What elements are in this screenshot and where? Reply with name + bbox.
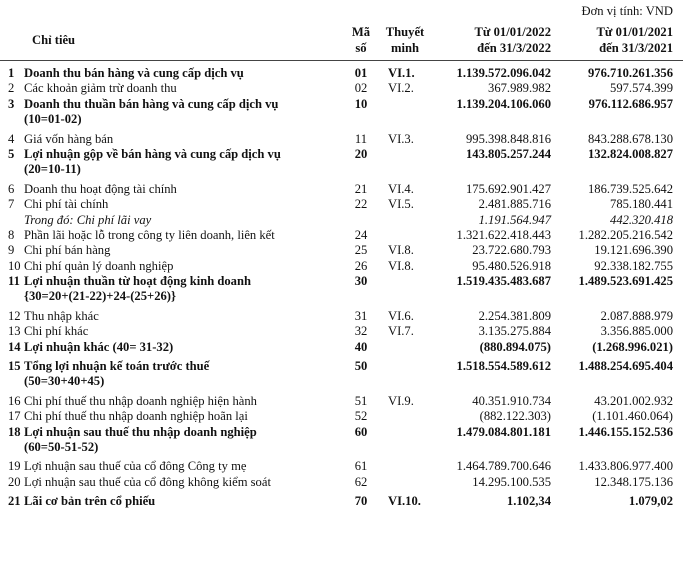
row-label: Chi phí tài chính xyxy=(24,197,109,212)
table-row xyxy=(0,132,683,147)
row-previous-value: 1.433.806.977.400 xyxy=(578,459,673,474)
table-row xyxy=(0,182,683,197)
row-number: 10 xyxy=(8,258,21,273)
row-previous-value: 1.489.523.691.425 xyxy=(578,274,673,289)
table-row xyxy=(0,81,683,96)
row-current-value: 175.692.901.427 xyxy=(465,181,551,196)
row-code: 22 xyxy=(354,197,368,212)
row-number: 9 xyxy=(8,243,15,258)
header-code-line1: Mã xyxy=(351,25,371,39)
header-previous-line1: Từ 01/01/2021 xyxy=(596,25,673,39)
row-current-value: 143.805.257.244 xyxy=(465,146,551,161)
row-label: Chi phí khác xyxy=(24,324,89,339)
row-note: VI.3. xyxy=(388,131,414,146)
row-number: 11 xyxy=(8,274,20,289)
row-code: 61 xyxy=(354,459,368,474)
table-row xyxy=(0,289,683,304)
row-current-value: 1.518.554.589.612 xyxy=(456,359,551,374)
row-current-value: 1.479.084.801.181 xyxy=(456,424,551,439)
row-number: 7 xyxy=(8,197,15,212)
row-current-value: 14.295.100.535 xyxy=(472,474,551,489)
row-previous-value: 1.079,02 xyxy=(628,494,673,509)
row-label: Lãi cơ bản trên cổ phiếu xyxy=(24,494,156,509)
table-row xyxy=(0,97,683,112)
row-code: 60 xyxy=(354,424,368,439)
row-current-value: 995.398.848.816 xyxy=(465,131,551,146)
row-code: 20 xyxy=(354,146,368,161)
row-previous-value: (1.101.460.064) xyxy=(592,409,673,424)
row-current-value: 2.481.885.716 xyxy=(478,197,551,212)
row-number: 6 xyxy=(8,181,15,196)
table-row xyxy=(0,309,683,324)
row-previous-value: 43.201.002.932 xyxy=(594,393,673,408)
row-number: 14 xyxy=(8,339,21,354)
row-number: 13 xyxy=(8,324,21,339)
row-label: Lợi nhuận gộp về bán hàng và cung cấp dịch vụ xyxy=(24,146,281,161)
row-code: 40 xyxy=(354,339,368,354)
row-note: VI.7. xyxy=(388,324,414,339)
row-label: (20=10-11) xyxy=(24,162,81,177)
table-row xyxy=(0,475,683,490)
row-number: 1 xyxy=(8,66,15,80)
row-previous-value: 1.446.155.152.536 xyxy=(578,424,673,439)
row-previous-value: 976.112.686.957 xyxy=(588,96,673,111)
table-row xyxy=(0,409,683,424)
header-previous-line2: đến 31/3/2021 xyxy=(599,41,673,55)
row-number: 12 xyxy=(8,308,21,323)
row-current-value: (880.894.075) xyxy=(479,339,551,354)
header-note-line1: Thuyết xyxy=(385,25,425,39)
row-code: 50 xyxy=(354,359,368,374)
row-current-value: (882.122.303) xyxy=(479,409,551,424)
row-code: 26 xyxy=(354,258,368,273)
table-row xyxy=(0,494,683,509)
table-row xyxy=(0,243,683,258)
row-previous-value: 1.282.205.216.542 xyxy=(578,227,673,242)
row-code: 31 xyxy=(354,308,368,323)
header-previous-period xyxy=(597,24,673,56)
row-code: 62 xyxy=(354,474,368,489)
table-row xyxy=(0,147,683,162)
table-row xyxy=(0,394,683,409)
row-previous-value: 785.180.441 xyxy=(610,197,673,212)
row-previous-value: 92.338.182.755 xyxy=(594,258,673,273)
header-current-line1: Từ 01/01/2022 xyxy=(474,25,551,39)
table-row xyxy=(0,324,683,339)
row-label: Doanh thu thuần bán hàng và cung cấp dịch vụ xyxy=(24,96,279,111)
header-note xyxy=(379,24,431,56)
row-code: 25 xyxy=(354,243,368,258)
row-previous-value: 3.356.885.000 xyxy=(600,324,673,339)
table-row xyxy=(0,197,683,212)
table-row xyxy=(0,425,683,440)
table-row xyxy=(0,259,683,274)
row-note: VI.2. xyxy=(388,81,414,96)
table-row xyxy=(0,228,683,243)
unit-label: Đơn vị tính: VND xyxy=(581,4,673,18)
row-label: Chi phí thuế thu nhập doanh nghiệp hiện hành xyxy=(24,393,257,408)
row-current-value: 1.191.564.947 xyxy=(478,212,551,227)
table-row xyxy=(0,340,683,355)
row-previous-value: 976.710.261.356 xyxy=(587,66,673,80)
row-note: VI.1. xyxy=(388,66,415,80)
row-label: Lợi nhuận sau thuế của cổ đông Công ty mẹ xyxy=(24,459,247,474)
row-current-value: 40.351.910.734 xyxy=(472,393,551,408)
table-row xyxy=(0,440,683,455)
row-number: 8 xyxy=(8,227,15,242)
income-statement-rows xyxy=(0,62,683,510)
row-note: VI.9. xyxy=(388,393,414,408)
table-row xyxy=(0,459,683,474)
row-previous-value: 186.739.525.642 xyxy=(587,181,673,196)
row-number: 18 xyxy=(8,424,21,439)
table-row xyxy=(0,274,683,289)
row-label: {30=20+(21-22)+24-(25+26)} xyxy=(24,289,176,304)
row-number: 2 xyxy=(8,81,15,96)
header-code-line2: số xyxy=(355,41,367,55)
row-current-value: 1.139.572.096.042 xyxy=(456,66,551,80)
row-number: 16 xyxy=(8,393,21,408)
row-label: Lợi nhuận sau thuế thu nhập doanh nghiệp xyxy=(24,424,257,439)
row-note: VI.6. xyxy=(388,308,414,323)
row-number: 5 xyxy=(8,146,15,161)
row-previous-value: 442.320.418 xyxy=(610,212,673,227)
table-row xyxy=(0,66,683,81)
row-previous-value: 843.288.678.130 xyxy=(587,131,673,146)
table-row xyxy=(0,359,683,374)
row-label: Chi phí bán hàng xyxy=(24,243,111,258)
row-label: Trong đó: Chi phí lãi vay xyxy=(24,212,152,227)
row-current-value: 23.722.680.793 xyxy=(472,243,551,258)
row-previous-value: 2.087.888.979 xyxy=(600,308,673,323)
row-note: VI.8. xyxy=(388,243,414,258)
header-current-period xyxy=(475,24,551,56)
row-note: VI.5. xyxy=(388,197,414,212)
table-header xyxy=(0,20,683,60)
row-previous-value: 12.348.175.136 xyxy=(594,474,673,489)
row-code: 10 xyxy=(354,96,368,111)
row-number: 17 xyxy=(8,409,21,424)
row-code: 70 xyxy=(354,494,368,509)
header-code xyxy=(346,24,376,56)
row-label: (60=50-51-52) xyxy=(24,439,99,454)
row-number: 19 xyxy=(8,459,21,474)
row-label: (50=30+40+45) xyxy=(24,374,105,389)
row-label: Tổng lợi nhuận kế toán trước thuế xyxy=(24,359,210,374)
row-number: 20 xyxy=(8,474,21,489)
row-code: 32 xyxy=(354,324,368,339)
row-label: Thu nhập khác xyxy=(24,308,99,323)
row-number: 21 xyxy=(8,494,21,509)
row-label: Doanh thu hoạt động tài chính xyxy=(24,181,177,196)
row-label: Lợi nhuận thuần từ hoạt động kinh doanh xyxy=(24,274,251,289)
row-code: 24 xyxy=(354,227,368,242)
row-label: Giá vốn hàng bán xyxy=(24,131,114,146)
row-code: 51 xyxy=(354,393,368,408)
table-row xyxy=(0,162,683,177)
row-label: Doanh thu bán hàng và cung cấp dịch vụ xyxy=(24,66,244,80)
row-label: Chi phí thuế thu nhập doanh nghiệp hoãn lại xyxy=(24,409,248,424)
row-code: 21 xyxy=(354,181,368,196)
row-code: 11 xyxy=(354,131,368,146)
row-label: Phần lãi hoặc lỗ trong công ty liên doanh, liên kết xyxy=(24,227,275,242)
row-number: 3 xyxy=(8,96,15,111)
row-code: 02 xyxy=(354,81,368,96)
row-code: 01 xyxy=(354,66,368,80)
row-current-value: 1.102,34 xyxy=(506,494,551,509)
table-row xyxy=(0,374,683,389)
row-number: 4 xyxy=(8,131,15,146)
row-current-value: 1.139.204.106.060 xyxy=(456,96,551,111)
row-note: VI.8. xyxy=(388,258,414,273)
row-current-value: 2.254.381.809 xyxy=(478,308,551,323)
table-row xyxy=(0,213,683,228)
row-current-value: 3.135.275.884 xyxy=(478,324,551,339)
row-current-value: 1.519.435.483.687 xyxy=(456,274,551,289)
header-label: Chỉ tiêu xyxy=(32,33,76,47)
row-number: 15 xyxy=(8,359,21,374)
row-previous-value: 19.121.696.390 xyxy=(594,243,673,258)
row-current-value: 367.989.982 xyxy=(488,81,551,96)
row-previous-value: 1.488.254.695.404 xyxy=(578,359,673,374)
row-previous-value: (1.268.996.021) xyxy=(592,339,673,354)
row-label: Chi phí quản lý doanh nghiệp xyxy=(24,258,174,273)
row-label: Lợi nhuận sau thuế của cổ đông không kiểm soát xyxy=(24,474,271,489)
row-note: VI.10. xyxy=(388,494,421,509)
row-code: 52 xyxy=(354,409,368,424)
row-current-value: 95.480.526.918 xyxy=(472,258,551,273)
row-previous-value: 132.824.008.827 xyxy=(587,146,673,161)
row-label: Các khoản giảm trừ doanh thu xyxy=(24,81,177,96)
row-note: VI.4. xyxy=(388,181,414,196)
row-label: (10=01-02) xyxy=(24,112,82,127)
header-note-line2: minh xyxy=(391,41,419,55)
row-label: Lợi nhuận khác (40= 31-32) xyxy=(24,339,174,354)
row-previous-value: 597.574.399 xyxy=(610,81,673,96)
header-divider xyxy=(0,60,683,61)
row-current-value: 1.464.789.700.646 xyxy=(456,459,551,474)
row-current-value: 1.321.622.418.443 xyxy=(456,227,551,242)
table-row xyxy=(0,112,683,127)
header-current-line2: đến 31/3/2022 xyxy=(477,41,551,55)
row-code: 30 xyxy=(354,274,368,289)
